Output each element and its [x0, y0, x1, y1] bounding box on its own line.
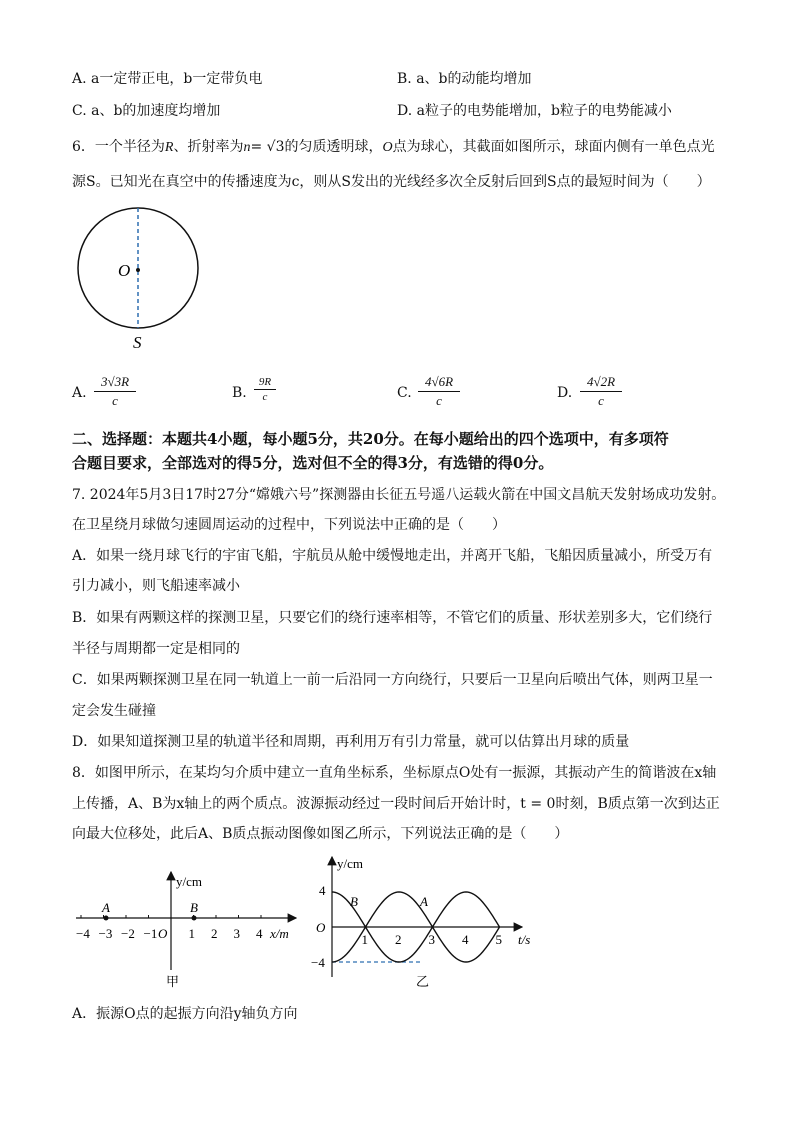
q8-stem-line3: 向最大位移处，此后A、B质点振动图像如图乙所示，下列说法正确的是（ ）	[72, 826, 569, 842]
y-tick-4: 4	[319, 883, 326, 898]
q8-option-a: A．振源O点的起振方向沿y轴负方向	[72, 1006, 298, 1022]
x-tick-label: 1	[188, 926, 195, 941]
x-tick-label: −4	[76, 926, 90, 941]
q8-figure-jia	[70, 860, 310, 990]
point-s-label: S	[133, 333, 142, 352]
q6-option-d-fraction	[580, 374, 622, 409]
q6-option-a-letter: A.	[72, 385, 87, 401]
q6-stem-line1	[72, 136, 715, 156]
q6-option-c-letter: C.	[397, 385, 412, 401]
fraction-denominator: c	[262, 391, 268, 403]
q6-var-o: O	[382, 140, 393, 155]
y-axis-label: y/cm	[337, 856, 363, 871]
q6-option-b-letter: B.	[232, 385, 247, 401]
q7-option-d: D．如果知道探测卫星的轨道半径和周期，再利用万有引力常量，就可以估算出月球的质量	[72, 734, 630, 750]
section2-heading-line1: 二、选择题：本题共4小题，每小题5分，共20分。在每小题给出的四个选项中，有多项符	[72, 430, 669, 448]
q7-option-a-line1: A．如果一绕月球飞行的宇宙飞船，宇航员从舱中缓慢地走出，并离开飞船，飞船因质量减小，所受万有	[72, 548, 713, 564]
q6-text: 6．一个半径为	[72, 139, 165, 155]
t-tick-label: 4	[462, 932, 469, 947]
fraction-numerator: 4√2R	[580, 374, 622, 392]
x-tick-label: −3	[98, 926, 113, 941]
x-tick-label: 4	[256, 926, 263, 941]
q6-stem-line2: 源S。已知光在真空中的传播速度为c，则从S发出的光线经多次全反射后回到S点的最短时间为（ ）	[72, 174, 711, 190]
q6-text: 点为球心，其截面如图所示，球面内侧有一单色点光	[392, 139, 715, 155]
q7-option-c-line2: 定会发生碰撞	[72, 703, 156, 719]
q8-stem-line1: 8．如图甲所示，在某均匀介质中建立一直角坐标系，坐标原点O处有一振源，其振动产生的简谐波在x轴	[72, 765, 717, 781]
t-tick-label: 2	[395, 932, 402, 947]
figure-jia-caption: 甲	[166, 974, 180, 989]
q6-option-b-fraction	[254, 376, 276, 403]
fraction-numerator: 4√6R	[418, 374, 460, 392]
curve-b-label: B	[350, 894, 358, 909]
q8-stem-line2: 上传播，A、B为x轴上的两个质点。波源振动经过一段时间后开始计时，t = 0时刻，B质点第一次到达正	[72, 796, 720, 812]
section2-heading-line2: 合题目要求，全部选对的得5分，选对但不全的得3分，有选错的得0分。	[72, 454, 554, 472]
point-a-dot	[104, 916, 109, 921]
origin-label: O	[316, 920, 326, 935]
x-tick-label: 2	[211, 926, 218, 941]
t-tick-label: 1	[361, 932, 368, 947]
q6-text: 、折射率为	[173, 139, 244, 155]
x-tick-label: O	[158, 926, 168, 941]
point-a-label: A	[102, 900, 110, 915]
t-tick-label: 3	[428, 932, 435, 947]
t-tick-label: 5	[495, 932, 502, 947]
q6-var-r: R	[164, 140, 174, 155]
curve-a-label: A	[420, 894, 428, 909]
q6-option-d-letter: D.	[557, 385, 573, 401]
q6-text: 的匀质透明球，	[284, 139, 383, 155]
q6-option-c-fraction	[418, 374, 460, 409]
x-axis-label: x/m	[270, 926, 289, 941]
y-axis-label: y/cm	[176, 874, 202, 889]
q7-stem-line1: 7. 2024年5月3日17时27分“嫦娥六号”探测器由长征五号遥八运载火箭在中国文昌航天发射场成功发射。	[72, 487, 726, 503]
x-tick-label: −2	[121, 926, 135, 941]
q8-figure-yi	[310, 852, 540, 992]
q7-option-c-line1: C．如果两颗探测卫星在同一轨道上一前一后沿同一方向绕行，只要后一卫星向后喷出气体，则两卫星一	[72, 672, 713, 688]
center-label: O	[118, 261, 131, 280]
q7-option-b-line2: 半径与周期都一定是相同的	[72, 641, 240, 657]
q7-stem-line2: 在卫星绕月球做匀速圆周运动的过程中，下列说法中正确的是（ ）	[72, 517, 506, 533]
q6-eq: = √3	[250, 139, 285, 155]
y-tick-neg4: −4	[311, 955, 325, 970]
q6-sphere-figure	[70, 205, 210, 355]
x-tick-label: 3	[233, 926, 240, 941]
x-tick-label: −1	[143, 926, 158, 941]
fraction-denominator: c	[112, 393, 118, 408]
q5-option-a: A. a一定带正电，b一定带负电	[72, 71, 263, 87]
point-b-label: B	[190, 900, 198, 915]
q5-option-b: B. a、b的动能均增加	[397, 71, 532, 87]
figure-yi-caption: 乙	[416, 974, 430, 989]
point-b-dot	[192, 916, 197, 921]
fraction-numerator: 3√3R	[94, 374, 136, 392]
q7-option-a-line2: 引力减小，则飞船速率减小	[72, 578, 240, 594]
t-tick-group	[362, 932, 503, 947]
fraction-numerator: 9R	[254, 376, 276, 390]
q6-var-n: n	[243, 140, 251, 155]
q5-option-d: D. a粒子的电势能增加，b粒子的电势能减小	[397, 103, 672, 119]
q6-option-a-fraction	[94, 374, 136, 409]
t-axis-label: t/s	[518, 932, 531, 947]
q5-option-c: C. a、b的加速度均增加	[72, 103, 221, 119]
center-dot	[136, 268, 140, 272]
q7-option-b-line1: B．如果有两颗这样的探测卫星，只要它们的绕行速率相等，不管它们的质量、形状差别多大，它们绕行	[72, 610, 713, 626]
fraction-denominator: c	[436, 393, 442, 408]
fraction-denominator: c	[598, 393, 604, 408]
